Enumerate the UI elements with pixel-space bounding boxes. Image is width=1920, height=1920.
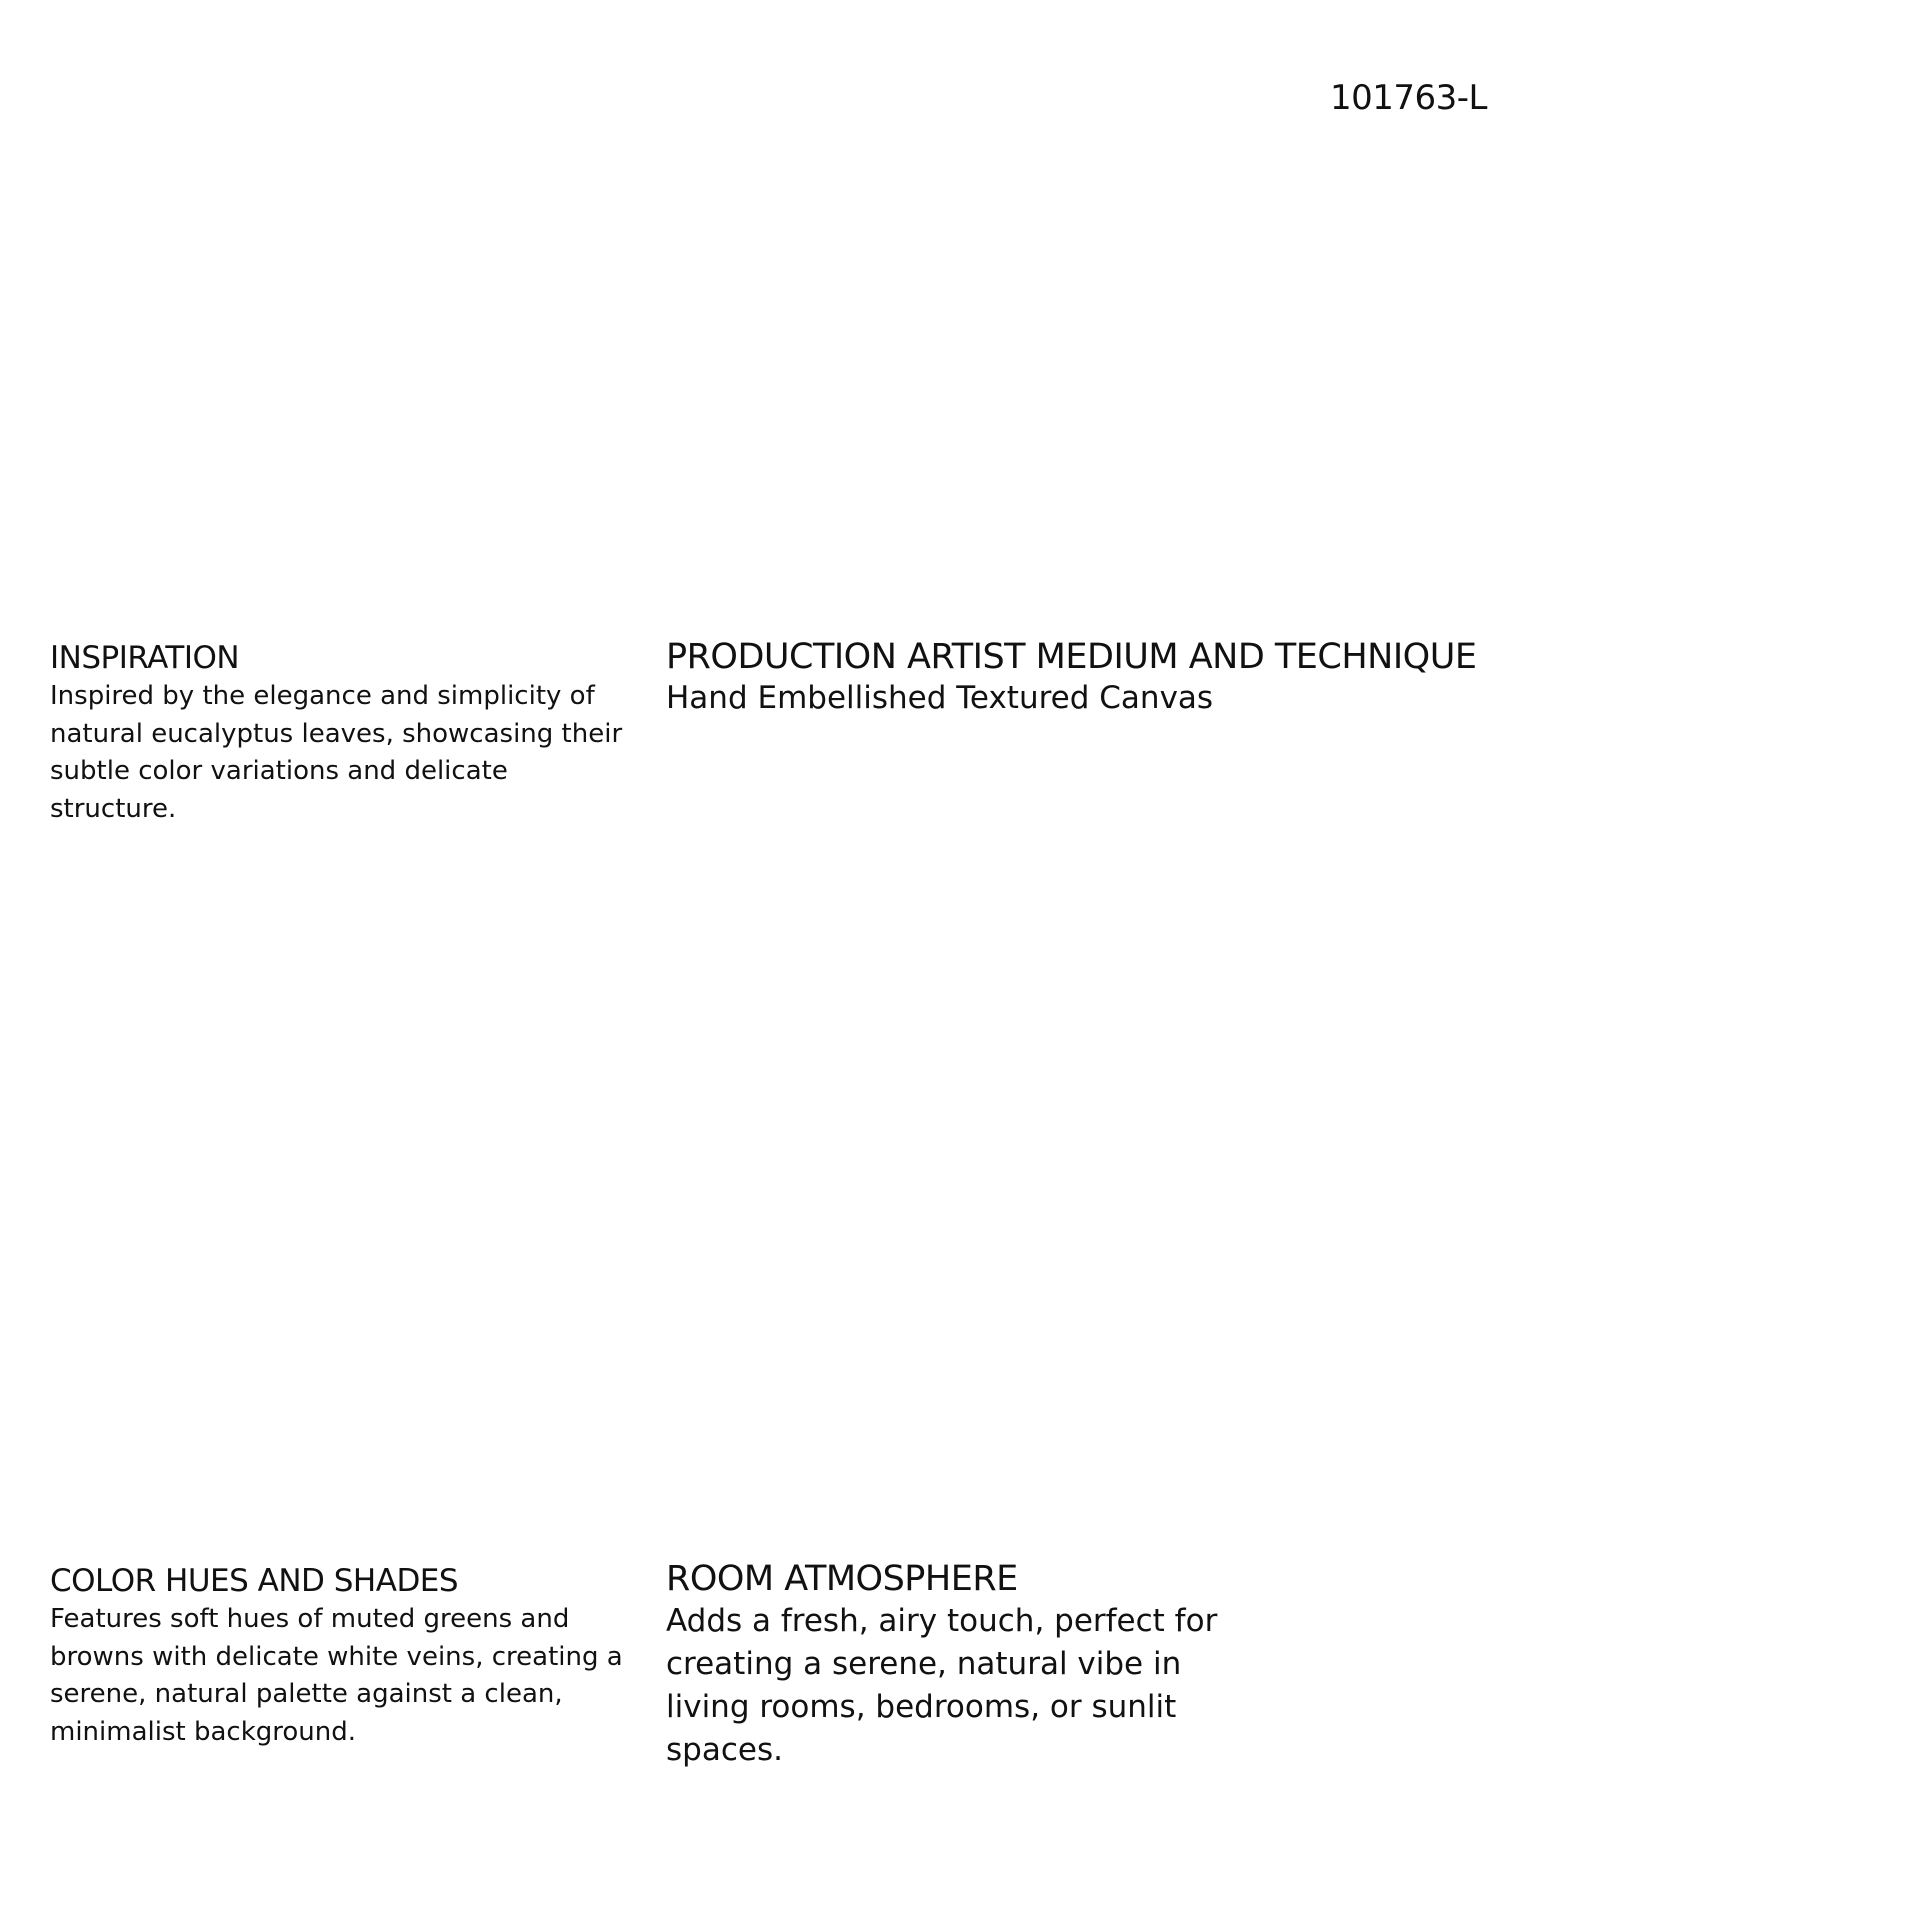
color-hues-section <box>50 1561 640 1751</box>
inspiration-heading: INSPIRATION <box>50 640 240 676</box>
inspiration-section <box>50 638 640 828</box>
production-section <box>666 636 1476 718</box>
production-heading: PRODUCTION ARTIST MEDIUM AND TECHNIQUE <box>666 637 1477 677</box>
color-hues-text: Features soft hues of muted greens and browns with delicate white veins, creating a serene, natural palette against a clean, minimalist background. <box>50 1604 623 1747</box>
product-code: 101763-L <box>1330 78 1488 118</box>
color-hues-heading: COLOR HUES AND SHADES <box>50 1563 459 1599</box>
room-atmosphere-section <box>666 1558 1226 1772</box>
room-atmosphere-text: Adds a fresh, airy touch, perfect for creating a serene, natural vibe in living rooms, bedrooms, or sunlit spaces. <box>666 1603 1218 1768</box>
inspiration-text: Inspired by the elegance and simplicity of natural eucalyptus leaves, showcasing their subtle color variations and delicate structure. <box>50 681 623 824</box>
room-atmosphere-heading: ROOM ATMOSPHERE <box>666 1559 1018 1599</box>
production-text: Hand Embellished Textured Canvas <box>666 680 1214 716</box>
